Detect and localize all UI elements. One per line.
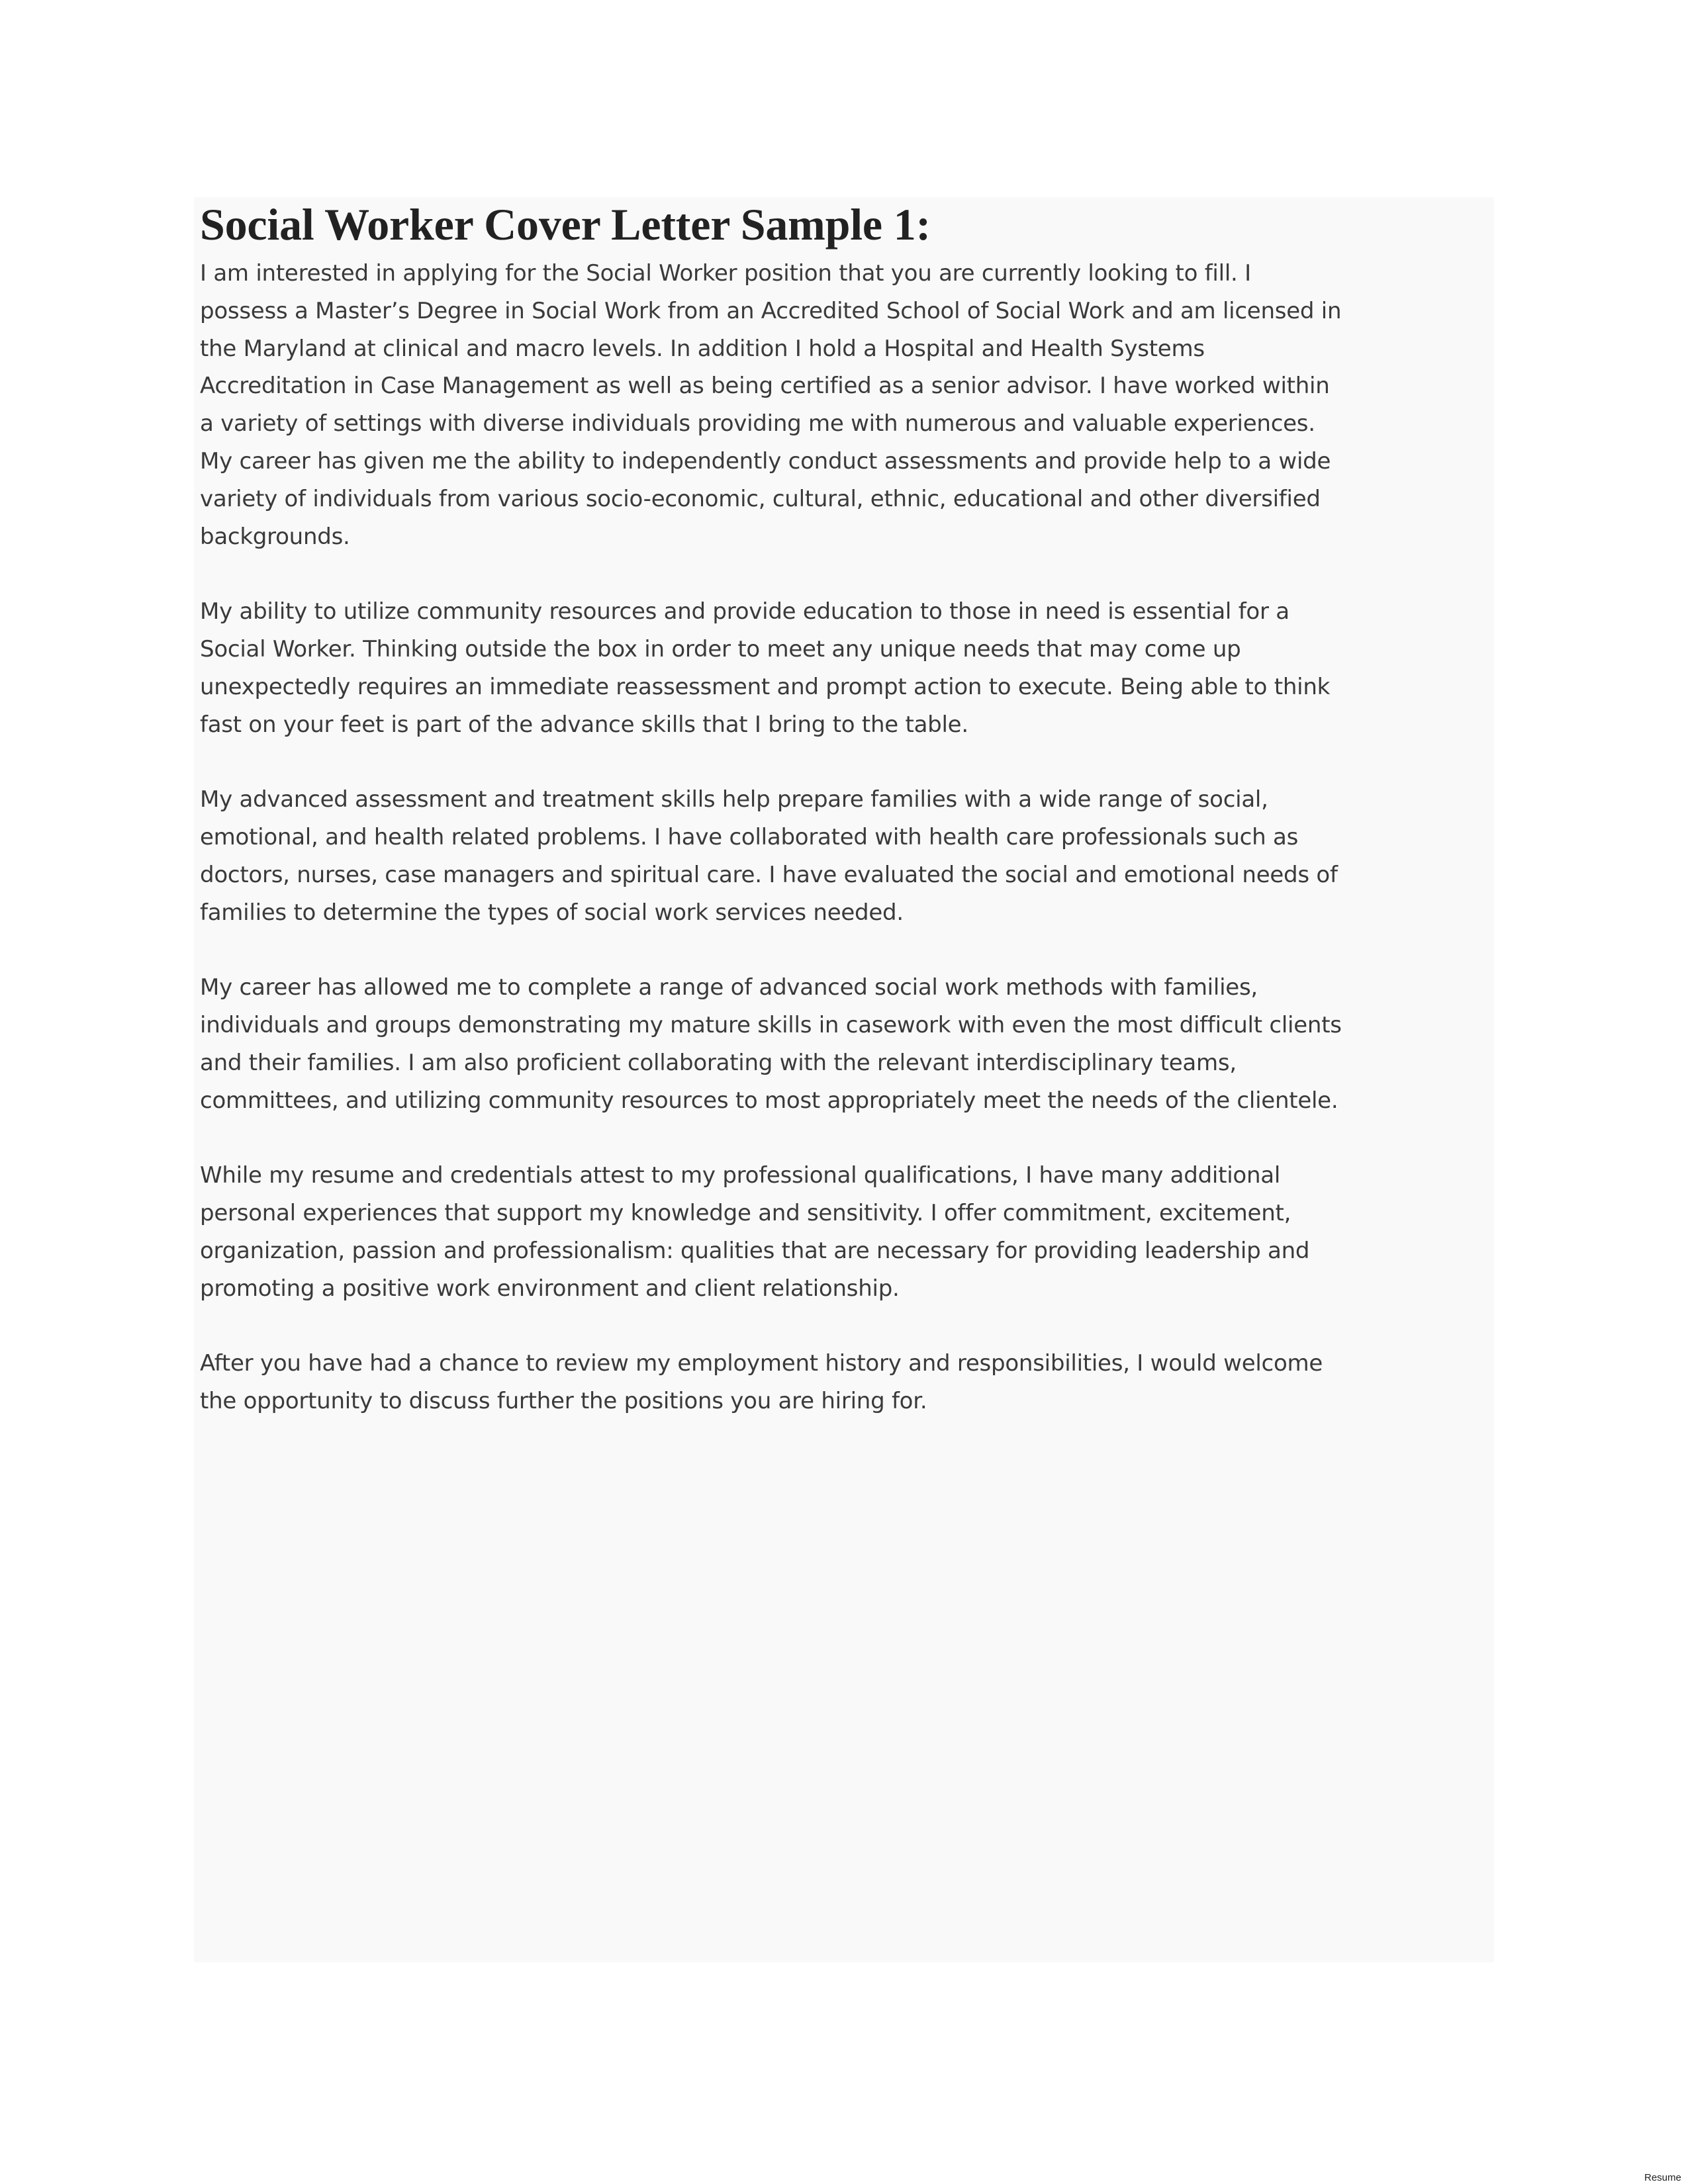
text-line: the opportunity to discuss further the positions you are hiring for.	[200, 1387, 927, 1414]
text-line: individuals and groups demonstrating my mature skills in casework with even the most difficult clients	[200, 1011, 1342, 1038]
text-line: variety of individuals from various socio-economic, cultural, ethnic, educational and other diversified	[200, 485, 1321, 512]
text-line: Social Worker. Thinking outside the box in order to meet any unique needs that may come up	[200, 635, 1241, 662]
text-line: personal experiences that support my knowledge and sensitivity. I offer commitment, excitement,	[200, 1199, 1291, 1226]
paragraph-career-methods	[200, 969, 1491, 1119]
text-line: backgrounds.	[200, 523, 350, 550]
resume-watermark: Resume	[1644, 2172, 1681, 2183]
text-line: My advanced assessment and treatment skills help prepare families with a wide range of social,	[200, 786, 1268, 813]
text-line: committees, and utilizing community resources to most appropriately meet the needs of the clientele.	[200, 1087, 1338, 1114]
text-line: unexpectedly requires an immediate reassessment and prompt action to execute. Being able to think	[200, 673, 1331, 700]
text-line: possess a Master’s Degree in Social Work from an Accredited School of Social Work and am licensed in	[200, 297, 1342, 324]
text-line: My career has allowed me to complete a range of advanced social work methods with families,	[200, 974, 1258, 1001]
text-line: the Maryland at clinical and macro levels. In addition I hold a Hospital and Health Systems	[200, 335, 1205, 362]
text-line: I am interested in applying for the Social Worker position that you are currently looking to fill. I	[200, 260, 1251, 287]
text-line: families to determine the types of social work services needed.	[200, 899, 904, 926]
text-line: Accreditation in Case Management as well as being certified as a senior advisor. I have worked within	[200, 373, 1330, 400]
letter-body	[200, 255, 1491, 1458]
text-line: My career has given me the ability to independently conduct assessments and provide help to a wide	[200, 447, 1331, 475]
text-line: My ability to utilize community resources and provide education to those in need is essential for a	[200, 598, 1289, 625]
text-line: promoting a positive work environment and client relationship.	[200, 1275, 900, 1302]
paragraph-closing	[200, 1345, 1491, 1420]
text-line: a variety of settings with diverse individuals providing me with numerous and valuable experiences.	[200, 410, 1315, 437]
document-title: Social Worker Cover Letter Sample 1:	[200, 199, 931, 250]
text-line: and their families. I am also proficient collaborating with the relevant interdisciplinary teams,	[200, 1049, 1237, 1076]
paragraph-qualifications	[200, 1157, 1491, 1307]
paragraph-community-resources	[200, 593, 1491, 743]
text-line: emotional, and health related problems. I have collaborated with health care professionals such as	[200, 823, 1299, 850]
paragraph-assessment-skills	[200, 781, 1491, 931]
text-line: doctors, nurses, case managers and spiritual care. I have evaluated the social and emotional needs of	[200, 861, 1338, 888]
text-line: organization, passion and professionalism: qualities that are necessary for providing leadership and	[200, 1237, 1310, 1264]
text-line: While my resume and credentials attest to my professional qualifications, I have many additional	[200, 1162, 1281, 1189]
text-line: fast on your feet is part of the advance skills that I bring to the table.	[200, 711, 968, 738]
paragraph-intro	[200, 255, 1491, 555]
text-line: After you have had a chance to review my employment history and responsibilities, I would welcome	[200, 1350, 1323, 1377]
